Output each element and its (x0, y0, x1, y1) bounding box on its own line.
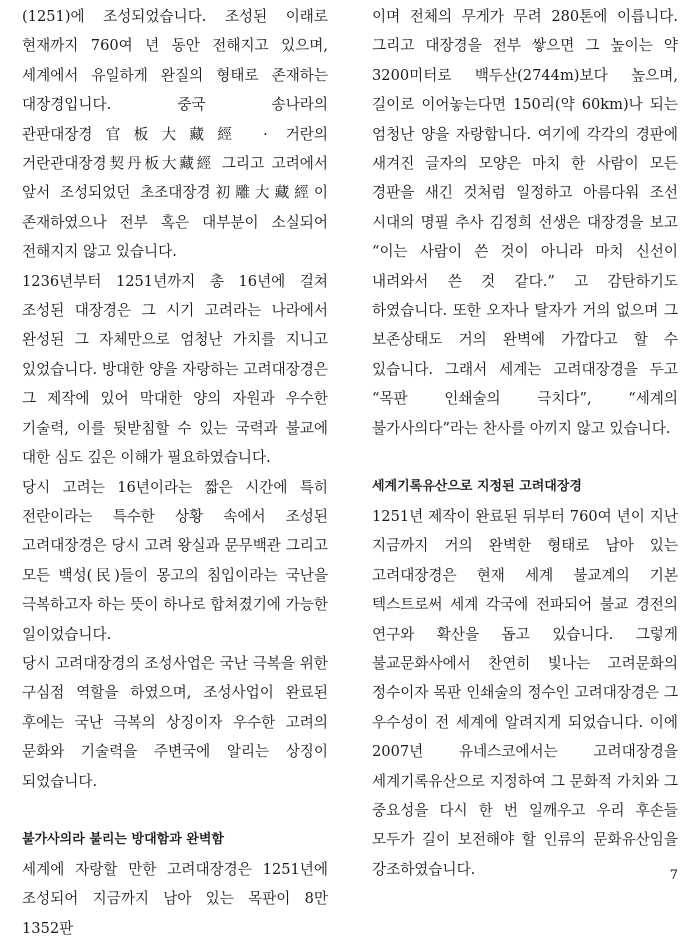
paragraph: 이며 전체의 무게가 무려 280톤에 이릅니다. 그리고 대장경을 전부 쌓으면 그 높이는 약 3200미터로 백두산(2744m)보다 높으며, 길이로 이어놓는다면 150리(약 60km)나 되는 엄청난 양을 자랑합니다. 여기에 각각의 경판에 새겨진 글자의 모양은 마치 한 사람이 모든 경판을 새긴 것처럼 일정하고 아름다워 조선 시대의 명필 추사 김정희 선생은 대장경을 보고 “이는 사람이 쓴 것이 아니라 마치 신선이 내려와서 쓴 것 같다.” 고 감탄하기도 하였습니다. 또한 오자나 탈자가 거의 없으며 그 보존상태도 거의 완벽에 가깝다고 할 수 있습니다. 그래서 세계는 고려대장경을 두고 “목판 인쇄술의 극치다”, “세계의 불가사의다”라는 찬사를 아끼지 않고 있습니다. (372, 8, 678, 437)
paragraph: 당시 고려대장경의 조성사업은 국난 극복을 위한 구심점 역할을 하였으며, 조성사업이 완료된 후에는 국난 극복의 상징이자 우수한 고려의 문화와 기술력을 주변국에 알리는 상징이 되었습니다. (22, 654, 328, 790)
spacer (372, 443, 678, 472)
left-column (22, 2, 328, 943)
right-column (372, 2, 678, 884)
section-heading: 불가사의라 불리는 방대함과 완벽함 (22, 832, 224, 848)
spacer (22, 796, 328, 825)
section-heading: 세계기록유산으로 지정된 고려대장경 (372, 479, 582, 495)
paragraph: 1236년부터 1251년까지 총 16년에 걸쳐 조성된 대장경은 그 시기 고려라는 나라에서 완성된 그 자체만으로 엄청난 가치를 지니고 있었습니다. 방대한 양을 자랑하는 고려대장경은 그 제작에 있어 막대한 양의 자원과 우수한 기술력, 이를 뒷받침할 수 있는 국력과 불교에 대한 심도 깊은 이해가 필요하였습니다. (22, 272, 328, 467)
paragraph: 1251년 제작이 완료된 뒤부터 760여 년이 지난 지금까지 거의 완벽한 형태로 남아 있는 고려대장경은 현재 세계 불교계의 기본 텍스트로써 세계 각국에 전파되어 불교 경전의 연구와 확산을 돕고 있습니다. 그렇게 불교문화사에서 찬연히 빛나는 고려문화의 정수이자 목판 인쇄술의 정수인 고려대장경은 그 우수성이 전 세계에 알려지게 되었습니다. 이에 2007년 유네스코에서는 고려대장경을 세계기록유산으로 지정하여 그 문화적 가치와 그 중요성을 다시 한 번 일깨우고 우리 후손들 모두가 길이 보전해야 할 인류의 문화유산임을 강조하였습니다. (372, 507, 678, 878)
paragraph: (1251)에 조성되었습니다. 조성된 이래로 현재까지 760여 년 동안 전해지고 있으며, 세계에서 유일하게 완질의 형태로 존재하는 대장경입니다. 중국 송나라의 관판대장경官板大藏經 · 거란의 거란관대장경契丹板大藏經 그리고 고려에서 앞서 조성되었던 초조대장경初雕大藏經이 존재하였으나 전부 혹은 대부분이 소실되어 전해지지 않고 있습니다. (22, 8, 328, 261)
page-number: 7 (669, 868, 678, 883)
paragraph: 세계에 자랑할 만한 고려대장경은 1251년에 조성되어 지금까지 남아 있는 목판이 8만 1352판 (22, 860, 328, 937)
paragraph: 당시 고려는 16년이라는 짧은 시간에 특히 전란이라는 특수한 상황 속에서 조성된 고려대장경은 당시 고려 왕실과 문무백관 그리고 모든 백성(民)들이 몽고의 침입이라는 국난을 극복하고자 하는 뜻이 하나로 합쳐졌기에 가능한 일이었습니다. (22, 478, 328, 643)
